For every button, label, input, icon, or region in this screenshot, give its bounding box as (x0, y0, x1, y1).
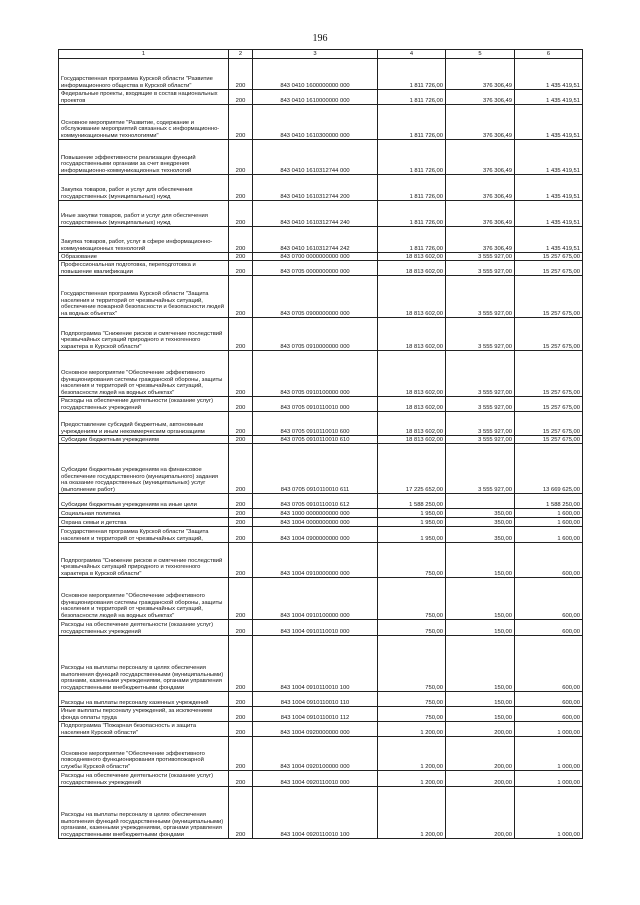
row-name-cell: Иные выплаты персоналу учреждений, за исключением фонда оплаты труда (59, 707, 229, 722)
row-amount-remaining-cell: 600,00 (515, 636, 583, 692)
table-row (59, 707, 583, 722)
row-amount-planned-cell: 1 200,00 (378, 787, 446, 839)
row-amount-executed-cell: 150,00 (446, 543, 515, 578)
row-amount-executed-cell: 350,00 (446, 527, 515, 543)
row-amount-planned-cell: 750,00 (378, 620, 446, 636)
row-name-cell: Основное мероприятие "Развитие, содержание и обслуживание мероприятий связанных с информационно-коммуникационными технологиями" (59, 105, 229, 140)
row-category-cell: 200 (229, 227, 253, 253)
row-name-cell: Государственная программа Курской области "Развитие информационного общества в Курской области" (59, 59, 229, 90)
row-amount-executed-cell: 376 306,49 (446, 140, 515, 175)
row-amount-executed-cell: 376 306,49 (446, 175, 515, 201)
row-amount-planned-cell: 18 813 602,00 (378, 253, 446, 261)
row-name-cell: Профессиональная подготовка, переподготовка и повышение квалификации (59, 261, 229, 276)
row-name-cell: Основное мероприятие "Обеспечение эффективного повседневного функционирования противопожарной службы Курской области" (59, 737, 229, 771)
row-amount-remaining-cell: 1 588 250,00 (515, 494, 583, 509)
row-category-cell: 200 (229, 543, 253, 578)
row-code-cell: 843 0705 0000000000 000 (253, 261, 378, 276)
row-amount-planned-cell: 18 813 602,00 (378, 318, 446, 351)
header-cell: 5 (446, 50, 515, 59)
row-amount-executed-cell: 200,00 (446, 722, 515, 737)
row-name-cell: Расходы на выплаты персоналу в целях обеспечения выполнения функций государственными (муниципальными) органами, казенными учреждениями, органами управления государственными внебюджетными фондами (59, 636, 229, 692)
row-name-cell: Расходы на обеспечение деятельности (оказание услуг) государственных учреждений (59, 397, 229, 412)
table-row (59, 436, 583, 444)
row-code-cell: 843 0705 0910110010 610 (253, 436, 378, 444)
row-amount-executed-cell: 200,00 (446, 787, 515, 839)
row-code-cell: 843 1004 0910100000 000 (253, 578, 378, 620)
row-amount-executed-cell: 3 555 927,00 (446, 318, 515, 351)
row-name-cell: Подпрограмма "Снижение рисков и смягчение последствий чрезвычайных ситуаций природного и техногенного характера в Курской области" (59, 318, 229, 351)
row-amount-planned-cell: 18 813 602,00 (378, 412, 446, 436)
row-amount-executed-cell: 150,00 (446, 578, 515, 620)
row-code-cell: 843 1004 0000000000 000 (253, 518, 378, 527)
row-code-cell: 843 1004 0920000000 000 (253, 722, 378, 737)
table-row (59, 494, 583, 509)
table-row (59, 201, 583, 227)
header-cell: 1 (59, 50, 229, 59)
row-amount-planned-cell: 1 811 726,00 (378, 59, 446, 90)
row-name-cell: Субсидии бюджетным учреждениям на финансовое обеспечение государственного (муниципального) задания на оказание государственных (муниципальных) услуг (выполнение работ) (59, 444, 229, 494)
row-amount-remaining-cell: 15 257 675,00 (515, 261, 583, 276)
row-amount-executed-cell: 376 306,49 (446, 105, 515, 140)
header-cell: 2 (229, 50, 253, 59)
row-category-cell: 200 (229, 397, 253, 412)
row-amount-remaining-cell: 1 000,00 (515, 787, 583, 839)
table-row (59, 140, 583, 175)
row-category-cell: 200 (229, 276, 253, 318)
row-amount-remaining-cell: 1 435 419,51 (515, 105, 583, 140)
row-category-cell: 200 (229, 444, 253, 494)
row-amount-remaining-cell: 13 669 625,00 (515, 444, 583, 494)
row-amount-remaining-cell: 1 000,00 (515, 722, 583, 737)
row-code-cell: 843 0410 1610300000 000 (253, 105, 378, 140)
table-row (59, 787, 583, 839)
row-amount-planned-cell: 1 811 726,00 (378, 140, 446, 175)
page-number: 196 (312, 33, 328, 44)
row-code-cell: 843 1004 0910000000 000 (253, 543, 378, 578)
row-name-cell: Основное мероприятие "Обеспечение эффективного функционирования системы гражданской обороны, защиты населения и территорий от чрезвычайных ситуаций, безопасности людей на водных объектах" (59, 351, 229, 397)
row-amount-executed-cell: 376 306,49 (446, 59, 515, 90)
row-category-cell: 200 (229, 59, 253, 90)
row-category-cell: 200 (229, 494, 253, 509)
row-amount-planned-cell: 1 811 726,00 (378, 227, 446, 253)
row-amount-planned-cell: 1 200,00 (378, 737, 446, 771)
row-code-cell: 843 0700 0000000000 000 (253, 253, 378, 261)
table-body (59, 59, 583, 839)
row-amount-remaining-cell: 1 000,00 (515, 737, 583, 771)
row-code-cell: 843 0410 1610312744 000 (253, 140, 378, 175)
table-row (59, 636, 583, 692)
row-name-cell: Повышение эффективности реализации функций государственными органами за счет внедрения информационно-коммуникационных технологий (59, 140, 229, 175)
row-amount-executed-cell (446, 494, 515, 509)
row-amount-remaining-cell: 600,00 (515, 543, 583, 578)
table-row (59, 444, 583, 494)
row-amount-remaining-cell: 1 600,00 (515, 527, 583, 543)
row-amount-executed-cell: 376 306,49 (446, 90, 515, 105)
row-code-cell: 843 0410 1610000000 000 (253, 90, 378, 105)
row-category-cell: 200 (229, 518, 253, 527)
row-amount-planned-cell: 750,00 (378, 543, 446, 578)
row-category-cell: 200 (229, 737, 253, 771)
row-code-cell: 843 0705 0910110010 600 (253, 412, 378, 436)
row-amount-remaining-cell: 1 435 419,51 (515, 227, 583, 253)
row-category-cell: 200 (229, 436, 253, 444)
row-amount-planned-cell: 750,00 (378, 578, 446, 620)
row-code-cell: 843 0410 1610312744 200 (253, 175, 378, 201)
row-amount-planned-cell: 17 225 652,00 (378, 444, 446, 494)
row-amount-executed-cell: 350,00 (446, 509, 515, 518)
row-category-cell: 200 (229, 692, 253, 707)
row-amount-remaining-cell: 1 435 419,51 (515, 59, 583, 90)
row-amount-planned-cell: 1 950,00 (378, 518, 446, 527)
row-category-cell: 200 (229, 509, 253, 518)
row-amount-planned-cell: 1 811 726,00 (378, 90, 446, 105)
row-amount-executed-cell: 3 555 927,00 (446, 397, 515, 412)
row-amount-remaining-cell: 600,00 (515, 692, 583, 707)
row-name-cell: Расходы на обеспечение деятельности (оказание услуг) государственных учреждений (59, 771, 229, 787)
row-category-cell: 200 (229, 636, 253, 692)
row-amount-remaining-cell: 600,00 (515, 620, 583, 636)
table-row (59, 620, 583, 636)
row-code-cell: 843 0705 0910110010 611 (253, 444, 378, 494)
table-row (59, 318, 583, 351)
table-row (59, 227, 583, 253)
table-row (59, 509, 583, 518)
row-amount-remaining-cell: 600,00 (515, 707, 583, 722)
row-category-cell: 200 (229, 175, 253, 201)
row-code-cell: 843 1004 0910110010 100 (253, 636, 378, 692)
row-amount-planned-cell: 750,00 (378, 707, 446, 722)
table-row (59, 543, 583, 578)
table-row (59, 518, 583, 527)
row-name-cell: Социальная политика (59, 509, 229, 518)
row-amount-executed-cell: 3 555 927,00 (446, 351, 515, 397)
table-row (59, 253, 583, 261)
row-code-cell: 843 1004 0920110010 000 (253, 771, 378, 787)
row-name-cell: Расходы на выплаты персоналу в целях обеспечения выполнения функций государственными (муниципальными) органами, казенными учреждениями, органами управления государственными внебюджетными фондами (59, 787, 229, 839)
row-code-cell: 843 0410 1610312744 242 (253, 227, 378, 253)
row-amount-executed-cell: 150,00 (446, 707, 515, 722)
table-row (59, 59, 583, 90)
row-amount-executed-cell: 376 306,49 (446, 201, 515, 227)
row-amount-executed-cell: 200,00 (446, 737, 515, 771)
row-code-cell: 843 1004 0910110010 000 (253, 620, 378, 636)
row-amount-executed-cell: 3 555 927,00 (446, 412, 515, 436)
row-amount-planned-cell: 1 811 726,00 (378, 201, 446, 227)
row-name-cell: Закупка товаров, работ и услуг для обеспечения государственных (муниципальных) нужд (59, 175, 229, 201)
row-category-cell: 200 (229, 261, 253, 276)
row-amount-executed-cell: 3 555 927,00 (446, 261, 515, 276)
row-category-cell: 200 (229, 253, 253, 261)
row-category-cell: 200 (229, 201, 253, 227)
row-code-cell: 843 0410 1610312744 240 (253, 201, 378, 227)
row-amount-executed-cell: 3 555 927,00 (446, 276, 515, 318)
row-category-cell: 200 (229, 140, 253, 175)
row-amount-planned-cell: 1 950,00 (378, 527, 446, 543)
row-amount-planned-cell: 1 200,00 (378, 771, 446, 787)
row-amount-remaining-cell: 15 257 675,00 (515, 351, 583, 397)
row-amount-executed-cell: 3 555 927,00 (446, 253, 515, 261)
row-amount-executed-cell: 150,00 (446, 620, 515, 636)
row-category-cell: 200 (229, 787, 253, 839)
row-code-cell: 843 1004 0910110010 110 (253, 692, 378, 707)
row-category-cell: 200 (229, 527, 253, 543)
row-amount-remaining-cell: 600,00 (515, 578, 583, 620)
row-amount-executed-cell: 350,00 (446, 518, 515, 527)
header-cell: 3 (253, 50, 378, 59)
row-name-cell: Иные закупки товаров, работ и услуг для обеспечения государственных (муниципальных) нужд (59, 201, 229, 227)
row-amount-remaining-cell: 1 435 419,51 (515, 140, 583, 175)
row-amount-remaining-cell: 15 257 675,00 (515, 253, 583, 261)
table-header-row (59, 50, 583, 59)
row-amount-planned-cell: 750,00 (378, 692, 446, 707)
row-code-cell: 843 1004 0920110010 100 (253, 787, 378, 839)
row-name-cell: Закупка товаров, работ, услуг в сфере информационно-коммуникационных технологий (59, 227, 229, 253)
table-row (59, 90, 583, 105)
row-amount-planned-cell: 1 811 726,00 (378, 105, 446, 140)
row-amount-executed-cell: 200,00 (446, 771, 515, 787)
row-code-cell: 843 1004 0920100000 000 (253, 737, 378, 771)
row-category-cell: 200 (229, 620, 253, 636)
row-name-cell: Подпрограмма "Снижение рисков и смягчение последствий чрезвычайных ситуаций природного и техногенного характера в Курской области" (59, 543, 229, 578)
row-name-cell: Субсидии бюджетным учреждениям (59, 436, 229, 444)
row-category-cell: 200 (229, 351, 253, 397)
budget-table (58, 49, 583, 839)
row-code-cell: 843 0705 0910110010 612 (253, 494, 378, 509)
row-name-cell: Подпрограмма "Пожарная безопасность и защита населения Курской области" (59, 722, 229, 737)
row-code-cell: 843 0705 0900000000 000 (253, 276, 378, 318)
row-name-cell: Государственная программа Курской области "Защита населения и территорий от чрезвычайных ситуаций, обеспечение пожарной безопасности и безопасности людей на водных объектах" (59, 276, 229, 318)
row-amount-planned-cell: 750,00 (378, 636, 446, 692)
table-row (59, 397, 583, 412)
row-code-cell: 843 1000 0000000000 000 (253, 509, 378, 518)
row-name-cell: Охрана семьи и детства (59, 518, 229, 527)
table-row (59, 692, 583, 707)
row-code-cell: 843 0705 0910110010 000 (253, 397, 378, 412)
table-row (59, 276, 583, 318)
row-amount-remaining-cell: 1 000,00 (515, 771, 583, 787)
row-amount-executed-cell: 3 555 927,00 (446, 436, 515, 444)
row-code-cell: 843 1004 0900000000 000 (253, 527, 378, 543)
row-amount-remaining-cell: 15 257 675,00 (515, 436, 583, 444)
row-amount-planned-cell: 18 813 602,00 (378, 276, 446, 318)
row-amount-executed-cell: 150,00 (446, 692, 515, 707)
row-code-cell: 843 0410 1600000000 000 (253, 59, 378, 90)
row-amount-remaining-cell: 1 435 419,51 (515, 175, 583, 201)
row-amount-planned-cell: 1 811 726,00 (378, 175, 446, 201)
row-name-cell: Федеральные проекты, входящие в состав национальных проектов (59, 90, 229, 105)
table-row (59, 175, 583, 201)
row-amount-planned-cell: 1 950,00 (378, 509, 446, 518)
row-category-cell: 200 (229, 412, 253, 436)
row-category-cell: 200 (229, 578, 253, 620)
row-amount-planned-cell: 18 813 602,00 (378, 397, 446, 412)
row-amount-planned-cell: 18 813 602,00 (378, 261, 446, 276)
table-row (59, 771, 583, 787)
row-amount-remaining-cell: 15 257 675,00 (515, 397, 583, 412)
row-amount-remaining-cell: 1 600,00 (515, 509, 583, 518)
row-amount-executed-cell: 3 555 927,00 (446, 444, 515, 494)
row-category-cell: 200 (229, 105, 253, 140)
row-code-cell: 843 1004 0910110010 112 (253, 707, 378, 722)
row-amount-remaining-cell: 15 257 675,00 (515, 412, 583, 436)
row-amount-remaining-cell: 15 257 675,00 (515, 276, 583, 318)
row-amount-remaining-cell: 1 435 419,51 (515, 201, 583, 227)
row-category-cell: 200 (229, 707, 253, 722)
row-amount-remaining-cell: 1 600,00 (515, 518, 583, 527)
header-cell: 6 (515, 50, 583, 59)
header-cell: 4 (378, 50, 446, 59)
table-row (59, 261, 583, 276)
row-amount-remaining-cell: 15 257 675,00 (515, 318, 583, 351)
row-code-cell: 843 0705 0910000000 000 (253, 318, 378, 351)
row-code-cell: 843 0705 0910100000 000 (253, 351, 378, 397)
row-name-cell: Расходы на обеспечение деятельности (оказание услуг) государственных учреждений (59, 620, 229, 636)
row-category-cell: 200 (229, 722, 253, 737)
row-name-cell: Предоставление субсидий бюджетным, автономным учреждениям и иным некоммерческим организациям (59, 412, 229, 436)
row-name-cell: Государственная программа Курской области "Защита населения и территорий от чрезвычайных ситуаций, (59, 527, 229, 543)
row-amount-planned-cell: 18 813 602,00 (378, 351, 446, 397)
row-name-cell: Субсидии бюджетным учреждениям на иные цели (59, 494, 229, 509)
table-row (59, 351, 583, 397)
row-name-cell: Образование (59, 253, 229, 261)
table-row (59, 105, 583, 140)
row-amount-planned-cell: 1 588 250,00 (378, 494, 446, 509)
row-amount-planned-cell: 1 200,00 (378, 722, 446, 737)
table-row (59, 578, 583, 620)
row-category-cell: 200 (229, 771, 253, 787)
row-amount-remaining-cell: 1 435 419,51 (515, 90, 583, 105)
table-row (59, 527, 583, 543)
row-amount-executed-cell: 376 306,49 (446, 227, 515, 253)
row-name-cell: Основное мероприятие "Обеспечение эффективного функционирования системы гражданской обороны, защиты населения и территорий от чрезвычайных ситуаций, безопасности людей на водных объектах" (59, 578, 229, 620)
table-row (59, 722, 583, 737)
row-category-cell: 200 (229, 318, 253, 351)
row-amount-executed-cell: 150,00 (446, 636, 515, 692)
row-amount-planned-cell: 18 813 602,00 (378, 436, 446, 444)
row-category-cell: 200 (229, 90, 253, 105)
table-row (59, 737, 583, 771)
row-name-cell: Расходы на выплаты персоналу казенных учреждений (59, 692, 229, 707)
table-row (59, 412, 583, 436)
